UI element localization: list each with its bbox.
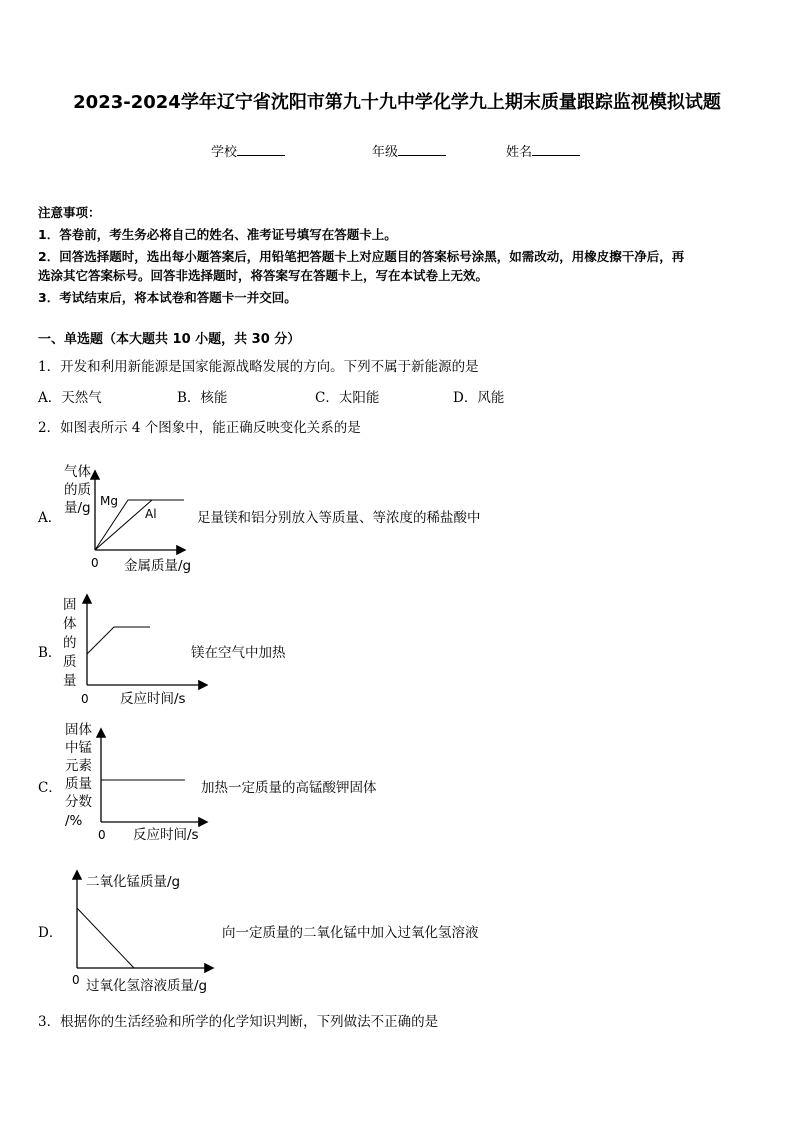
- y-label-3: 元素: [65, 758, 92, 774]
- y-label-1: 固体: [65, 722, 92, 738]
- school-label: 学校: [211, 145, 238, 160]
- mass-line: [87, 627, 150, 654]
- al-label: Al: [145, 507, 157, 521]
- grade-field: [372, 141, 446, 160]
- q2-option-c-desc: 加热一定质量的高锰酸钾固体: [201, 780, 377, 796]
- q2-graph-b: [58, 592, 208, 710]
- q1-option-c: C．太阳能: [315, 390, 380, 406]
- origin-label: 0: [72, 973, 80, 987]
- q2-option-a-letter: A．: [38, 510, 62, 526]
- q2-stem: 2．如图表所示 4 个图象中，能正确反映变化关系的是: [38, 420, 361, 436]
- school-field: [211, 141, 285, 160]
- name-field: [506, 141, 580, 160]
- q2-option-d-desc: 向一定质量的二氧化锰中加入过氧化氢溶液: [222, 925, 479, 941]
- q2-graph-c: [60, 720, 210, 842]
- x-label: 反应时间/s: [133, 827, 199, 842]
- grade-blank: [398, 143, 446, 156]
- origin-label: 0: [81, 692, 89, 706]
- y-label-2: 的质: [64, 482, 91, 498]
- q2-option-a-desc: 足量镁和铝分别放入等质量、等浓度的稀盐酸中: [197, 510, 481, 526]
- q2-option-d-letter: D．: [38, 925, 63, 941]
- y-label-3: 的: [63, 635, 77, 651]
- note-1: 1．答卷前，考生务必将自己的姓名、准考证号填写在答题卡上。: [38, 227, 397, 242]
- y-label-4: 质量: [65, 776, 92, 792]
- q2-option-b-desc: 镁在空气中加热: [191, 645, 286, 661]
- y-label-2: 体: [63, 616, 77, 632]
- grade-label: 年级: [372, 145, 399, 160]
- q1-stem: 1．开发和利用新能源是国家能源战略发展的方向。下列不属于新能源的是: [38, 359, 479, 375]
- x-label: 过氧化氢溶液质量/g: [86, 978, 208, 994]
- y-label-4: 质: [63, 654, 77, 670]
- origin-label: 0: [91, 556, 99, 570]
- y-label: 二氧化锰质量/g: [86, 874, 181, 890]
- note-2a: 2．回答选择题时，选出每小题答案后，用铅笔把答题卡上对应题目的答案标号涂黑，如需改动，用橡皮擦干净后，再: [38, 249, 685, 264]
- q1-option-b: B．核能: [177, 390, 228, 406]
- x-label: 金属质量/g: [124, 558, 192, 574]
- note-3: 3．考试结束后，将本试卷和答题卡一并交回。: [38, 290, 297, 305]
- y-label-3: 量/g: [64, 500, 91, 516]
- note-2b: 选涂其它答案标号。回答非选择题时，将答案写在答题卡上，写在本试卷上无效。: [38, 268, 489, 283]
- q2-option-b-letter: B．: [38, 645, 62, 661]
- page-title: 2023-2024学年辽宁省沈阳市第九十九中学化学九上期末质量跟踪监视模拟试题: [73, 92, 721, 113]
- origin-label: 0: [98, 828, 106, 842]
- x-label: 反应时间/s: [120, 691, 186, 707]
- y-label-2: 中锰: [65, 740, 92, 756]
- section-heading: 一、单选题（本大题共 10 小题，共 30 分）: [38, 332, 301, 347]
- q2-graph-d: [62, 868, 232, 996]
- mno2-line: [77, 908, 134, 968]
- q2-graph-a: [60, 460, 210, 580]
- q3-stem: 3．根据你的生活经验和所学的化学知识判断，下列做法不正确的是: [38, 1014, 439, 1030]
- school-blank: [237, 143, 285, 156]
- name-label: 姓名: [506, 145, 533, 160]
- y-label-1: 固: [63, 597, 77, 613]
- q1-option-d: D．风能: [453, 390, 505, 406]
- name-blank: [532, 143, 580, 156]
- y-label-5: 量: [63, 673, 77, 689]
- mg-label: Mg: [100, 494, 118, 508]
- y-label-6: /%: [65, 813, 83, 829]
- q1-option-a: A．天然气: [38, 390, 102, 406]
- y-label-5: 分数: [65, 794, 92, 810]
- notes-heading: 注意事项：: [38, 205, 101, 220]
- q2-option-c-letter: C．: [38, 780, 62, 796]
- y-label-1: 气体: [64, 464, 91, 480]
